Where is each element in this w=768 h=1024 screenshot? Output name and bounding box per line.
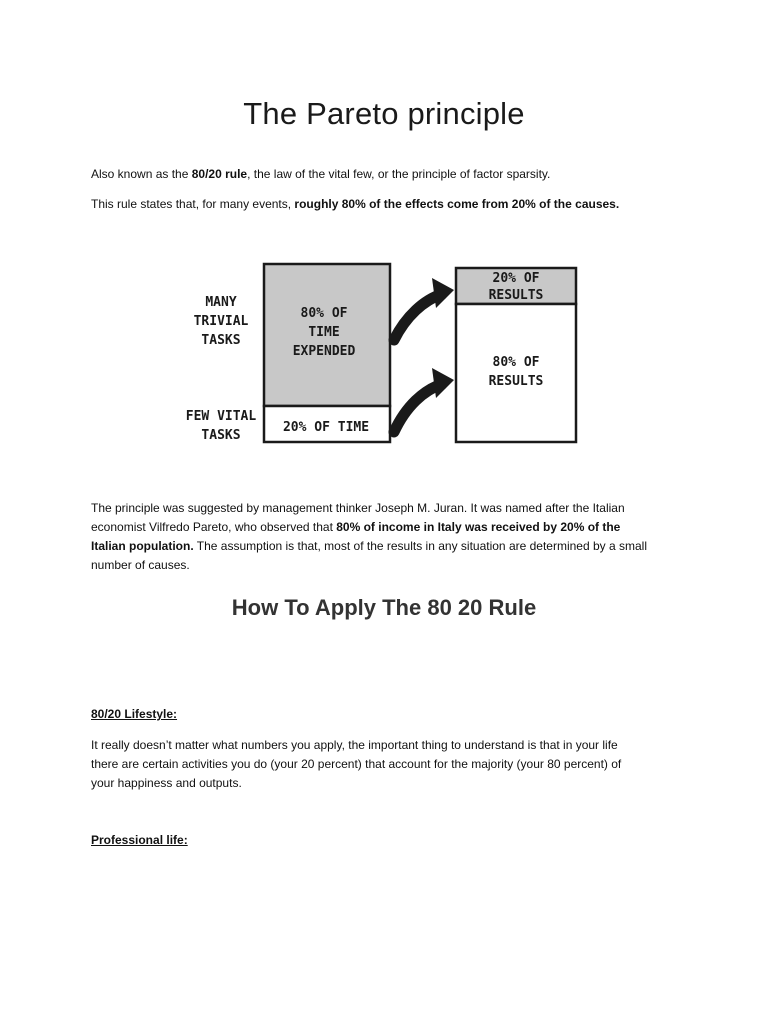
lifestyle-heading: 80/20 Lifestyle: (91, 707, 178, 721)
left-bar-top-line1: 80% OF (300, 306, 348, 321)
upper-arrow-icon (394, 278, 454, 340)
intro-suffix: , the law of the vital few, or the principle of factor sparsity. (247, 167, 551, 181)
label-few-vital-tasks-line2: TASKS (201, 428, 241, 443)
lifestyle-paragraph (91, 736, 691, 793)
label-many-trivial-tasks-line1: MANY (205, 295, 237, 310)
history-line-2-prefix: economist Vilfredo Pareto, who observed that (91, 520, 337, 534)
right-bar-top-line2: RESULTS (488, 288, 544, 303)
intro-prefix: Also known as the (91, 167, 192, 181)
history-paragraph (91, 499, 691, 575)
history-line-2-bold: 80% of income in Italy was received by 20% of the (336, 520, 621, 534)
lifestyle-line-2: there are certain activities you do (your 20 percent) that account for the majority (your 80 percent) of (91, 757, 622, 771)
intro-bold: 80/20 rule (191, 167, 248, 181)
pareto-diagram (180, 256, 590, 456)
lifestyle-line-3: your happiness and outputs. (91, 776, 242, 790)
history-line-1: The principle was suggested by management thinker Joseph M. Juran. It was named after the Italian (91, 501, 625, 515)
history-line-3-bold: Italian population. (91, 539, 194, 553)
section-heading: How To Apply The 80 20 Rule (231, 595, 537, 620)
page-title: The Pareto principle (243, 96, 525, 131)
intro-paragraph (91, 165, 691, 184)
history-line-2 (91, 518, 691, 537)
rule-prefix: This rule states that, for many events, (91, 197, 295, 211)
lower-arrow-icon (394, 368, 454, 432)
label-few-vital-tasks-line1: FEW VITAL (185, 409, 257, 424)
right-bar-top-line1: 20% OF (492, 271, 540, 286)
rule-bold: roughly 80% of the effects come from 20% of the causes. (294, 197, 620, 211)
right-bar-bottom-line1: 80% OF (492, 355, 540, 370)
left-bar-top-line2: TIME (308, 325, 340, 340)
pareto-diagram-svg (180, 256, 590, 456)
left-bar-bottom-text: 20% OF TIME (282, 420, 370, 435)
professional-heading: Professional life: (91, 833, 188, 847)
history-line-3-suffix: The assumption is that, most of the results in any situation are determined by a small (193, 539, 648, 553)
right-bar-white-segment (456, 304, 576, 442)
history-line-3 (91, 537, 691, 556)
rule-paragraph (91, 195, 691, 214)
right-bar-bottom-line2: RESULTS (488, 374, 544, 389)
history-line-4: number of causes. (91, 558, 190, 572)
left-bar-top-line3: EXPENDED (292, 344, 356, 359)
lifestyle-line-1: It really doesn’t matter what numbers you apply, the important thing to understand is that in your life (91, 738, 618, 752)
label-many-trivial-tasks-line2: TRIVIAL (193, 314, 249, 329)
label-many-trivial-tasks-line3: TASKS (201, 333, 241, 348)
